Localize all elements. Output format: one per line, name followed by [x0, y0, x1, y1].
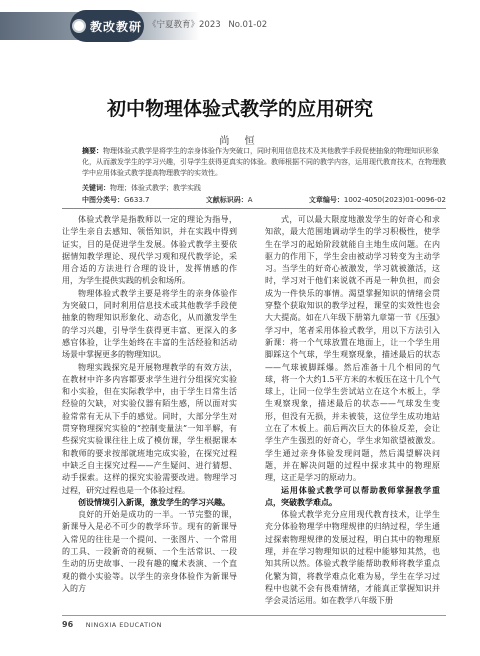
journal-info — [148, 18, 272, 30]
left-paragraph: 物理体验式教学主要是将学生的亲身体验作为突破口，同时利用信息技术或其他教学手段使抽象的物理知识形象化、动态化，从而激发学生的学习兴趣，引导学生获得更丰富、更深入的多感官体验，让学生始终在丰富的生活经验和活动场景中掌握更多的物理知识。 — [62, 288, 237, 360]
page-footer — [62, 620, 162, 629]
journal-issue: No.01-02 — [228, 20, 268, 30]
document-code: 文献标识码：A — [205, 196, 253, 204]
article-id: 文章编号：1002-4050(2023)01-0096-02 — [308, 196, 446, 204]
header-bar — [0, 0, 480, 58]
article-author: 尚 恒 — [219, 136, 261, 147]
section-badge-label: 教改教研 — [89, 19, 142, 34]
left-paragraph: 良好的开始是成功的一半。一节完整的课，新课导入是必不可少的教学环节。现有的新课导入常见的往往是一个提问、一张图片、一个常用的工具、一段新奇的视频、一个生活常识、一段生动的历史故事、一段有趣的魔术表演、一个直观的微小实验等。以学生的亲身体验作为新课导入的方 — [62, 510, 237, 593]
divider — [62, 208, 446, 209]
abstract-text: 物理体验式教学是将学生的亲身体验作为突破口，同时利用信息技术及其他教学手段促使抽象的物理知识形象化，从而激发学生的学习兴趣，引导学生获得更真实的体验。教师根据不同的教学内容，运用现代教育技术，在物理教学中应用体验式教学提高物理教学的实效性。 — [82, 147, 446, 177]
publication-name: NINGXIA EDUCATION — [85, 621, 162, 629]
abstract-label: 摘要： — [82, 147, 103, 155]
keywords-label: 关键词： — [82, 184, 110, 192]
left-paragraph: 物理实践探究是开展物理教学的有效方法，在教材中许多内容都要求学生进行分组探究实验和小实验，但在实际教学中，由于学生日常生活经验的欠缺，对实验仪器有陌生感，所以面对实验常常有无从下手的感觉。同时，大部分学生对贯穿物理探究实验的“控制变量法”一知半解，有些探究实验课往往上成了模仿课，学生根据课本和教师的要求按部就班地完成实验，在探究过程中缺乏自主探究过程——产生疑问、进行猜想、动手探索。这样的探究实验需要改进。物理学习过程，研究过程也是一个体验过程。 — [62, 362, 237, 495]
section-badge — [70, 10, 144, 42]
footer-divider — [62, 615, 446, 616]
body-column-left — [62, 214, 237, 595]
page-number: 96 — [62, 620, 74, 629]
class-number: 中图分类号：G633.7 — [82, 196, 150, 204]
left-paragraph: 体验式教学是指教师以一定的理论为指导，让学生亲自去感知、领悟知识，并在实践中得到证实，目的是促进学生发展。体验式教学主要依据情知教学理论、现代学习观和现代教学论，采用合适的方法进行合理的设计，发挥情感的作用，为学生提供实践的机会和场所。 — [62, 215, 237, 286]
keywords-text: 物理；体验式教学；教学实践 — [110, 184, 201, 192]
right-section-heading: 运用体验式教学可以帮助教师掌握教学重点，突破教学难点。 — [265, 485, 440, 507]
journal-name: 《宁夏教育》2023 — [148, 20, 221, 30]
right-paragraph: 体验式教学充分应用现代教育技术，让学生充分体验物理学中物理规律的归纳过程，学生通过探索物理规律的发展过程，明白其中的物理原理，并在学习物理知识的过程中能够知其然，也知其所以然。体验式教学能帮助教师将教学重点化繁为简，将教学难点化难为易，学生在学习过程中也就不会有畏难情绪，才能真正掌握知识并学会灵活运用。如在教学八年级下册 — [265, 510, 440, 606]
left-section-heading: 创设情境引入新课，激发学生的学习兴趣。 — [78, 497, 230, 507]
article-title: 初中物理体验式教学的应用研究 — [106, 98, 373, 120]
body-column-right — [265, 214, 440, 608]
abstract — [82, 146, 446, 179]
right-paragraph: 式，可以最大限度地激发学生的好奇心和求知欲，最大范围地调动学生的学习积极性，使学生在学习的起始阶段就能自主地生成问题。在内驱力的作用下，学生会由被动学习转变为主动学习。当学生的好奇心被激发，学习就被激活，这时，学习对于他们来说就不再是一种负担，而会成为一件快乐的事情。渴望掌握知识的情绪会贯穿整个获取知识的教学过程，课堂的实效性也会大大提高。如在八年级下册第九章第一节《压强》学习中，笔者采用体验式教学，用以下方法引入新课：将一个气球放置在地面上，让一个学生用脚踩这个气球，学生观察现象，描述最后的状态——气球被脚踩爆。然后准备十几个相同的气球，将一个大约1.5平方米的木板压在这十几个气球上，让同一位学生尝试站立在这个木板上，学生观察现象，描述最后的状态——气球发生变形，但没有无损，并未被装，这位学生成功地站立在了木板上。前后两次巨大的体验反差，会让学生产生强烈的好奇心，学生求知欲望被激发。学生通过亲身体验发现问题，然后渴望解决问题，并在解决问题的过程中探求其中的物理原理，这正是学习的原动力。 — [265, 215, 440, 483]
classification-line — [82, 195, 446, 206]
badge-circle-icon — [72, 19, 86, 33]
keywords — [82, 183, 446, 194]
